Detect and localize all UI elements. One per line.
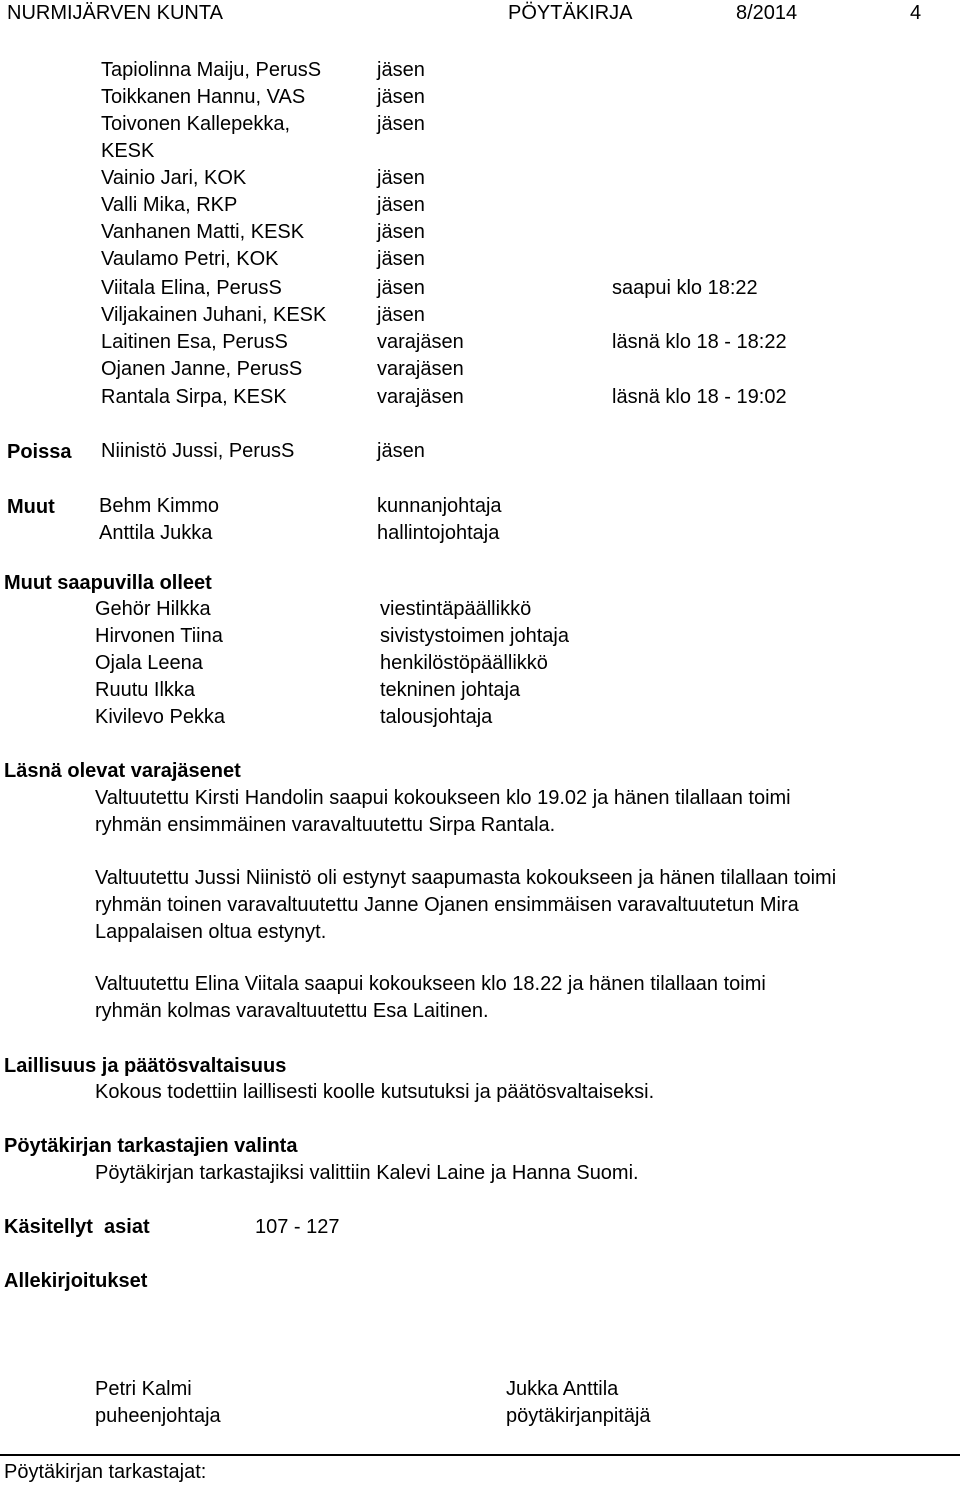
other-name: Behm Kimmo bbox=[99, 495, 220, 517]
present-name: Hirvonen Tiina bbox=[95, 625, 223, 647]
member-role: jäsen bbox=[377, 221, 425, 243]
member-role: jäsen bbox=[377, 86, 425, 108]
member-note: saapui klo 18:22 bbox=[612, 277, 758, 299]
member-role: jäsen bbox=[377, 248, 425, 270]
inspectors-label: Pöytäkirjan tarkastajien valinta bbox=[4, 1135, 298, 1157]
member-name: Vainio Jari, KOK bbox=[101, 167, 247, 189]
other-role: kunnanjohtaja bbox=[377, 495, 502, 517]
member-name: Tapiolinna Maiju, PerusS bbox=[101, 59, 322, 81]
member-row bbox=[0, 219, 960, 246]
present-role: henkilöstöpäällikkö bbox=[380, 652, 548, 674]
member-row bbox=[0, 192, 960, 219]
member-name: Laitinen Esa, PerusS bbox=[101, 331, 288, 353]
member-row bbox=[0, 138, 960, 165]
deputies-label: Läsnä olevat varajäsenet bbox=[4, 760, 241, 782]
member-role: jäsen bbox=[377, 59, 425, 81]
other-role: hallintojohtaja bbox=[377, 522, 500, 544]
member-row bbox=[0, 356, 960, 383]
signatures-label: Allekirjoitukset bbox=[4, 1270, 148, 1292]
legality-text: Kokous todettiin laillisesti koolle kutsutuksi ja päätösvaltaiseksi. bbox=[95, 1081, 655, 1103]
present-name: Ojala Leena bbox=[95, 652, 203, 674]
member-role: varajäsen bbox=[377, 358, 464, 380]
inspectors-text: Pöytäkirjan tarkastajiksi valittiin Kalevi Laine ja Hanna Suomi. bbox=[95, 1162, 639, 1184]
present-role: tekninen johtaja bbox=[380, 679, 521, 701]
chair-name: Petri Kalmi bbox=[95, 1378, 192, 1400]
member-role: jäsen bbox=[377, 194, 425, 216]
others-present-label: Muut saapuvilla olleet bbox=[4, 572, 212, 594]
deputies-paragraph: Valtuutettu Jussi Niinistö oli estynyt saapumasta kokoukseen ja hänen tilallaan toimi ryhmän toinen varavaltuutettu Janne Ojanen ensimmäisen varavaltuutetun Mira Lappalaisen oltua estynyt. bbox=[95, 867, 837, 943]
member-name: Toikkanen Hannu, VAS bbox=[101, 86, 306, 108]
deputies-paragraph: Valtuutettu Elina Viitala saapui kokoukseen klo 18.22 ja hänen tilallaan toimi ryhmän kolmas varavaltuutettu Esa Laitinen. bbox=[95, 973, 766, 1022]
member-name: Viljakainen Juhani, KESK bbox=[101, 304, 327, 326]
present-name: Kivilevo Pekka bbox=[95, 706, 226, 728]
present-role: sivistystoimen johtaja bbox=[380, 625, 569, 647]
present-role: talousjohtaja bbox=[380, 706, 493, 728]
document-type: PÖYTÄKIRJA bbox=[508, 2, 633, 24]
member-row bbox=[0, 246, 960, 273]
member-name: Ojanen Janne, PerusS bbox=[101, 358, 303, 380]
absent-role: jäsen bbox=[377, 440, 425, 462]
organization-name: NURMIJÄRVEN KUNTA bbox=[7, 2, 223, 24]
member-role: jäsen bbox=[377, 167, 425, 189]
secretary-title: pöytäkirjanpitäjä bbox=[506, 1405, 651, 1427]
member-name: KESK bbox=[101, 140, 155, 162]
member-name: Toivonen Kallepekka, bbox=[101, 113, 291, 135]
member-name: Vaulamo Petri, KOK bbox=[101, 248, 279, 270]
member-role: varajäsen bbox=[377, 331, 464, 353]
member-name: Valli Mika, RKP bbox=[101, 194, 238, 216]
others-label: Muut bbox=[7, 496, 55, 518]
items-label: Käsitellyt asiat bbox=[4, 1216, 150, 1238]
legality-label: Laillisuus ja päätösvaltaisuus bbox=[4, 1055, 287, 1077]
member-row bbox=[0, 84, 960, 111]
member-row bbox=[0, 329, 960, 356]
other-name: Anttila Jukka bbox=[99, 522, 213, 544]
document-number: 8/2014 bbox=[736, 2, 798, 24]
member-row bbox=[0, 57, 960, 84]
member-role: jäsen bbox=[377, 304, 425, 326]
member-row bbox=[0, 384, 960, 411]
present-role: viestintäpäällikkö bbox=[380, 598, 532, 620]
secretary-name: Jukka Anttila bbox=[506, 1378, 619, 1400]
present-name: Gehör Hilkka bbox=[95, 598, 211, 620]
items-range: 107 - 127 bbox=[255, 1216, 340, 1238]
member-name: Viitala Elina, PerusS bbox=[101, 277, 282, 299]
member-name: Rantala Sirpa, KESK bbox=[101, 386, 287, 408]
chair-title: puheenjohtaja bbox=[95, 1405, 221, 1427]
absent-name: Niinistö Jussi, PerusS bbox=[101, 440, 295, 462]
page-number: 4 bbox=[910, 2, 922, 24]
member-role: jäsen bbox=[377, 277, 425, 299]
member-row bbox=[0, 111, 960, 138]
member-row bbox=[0, 275, 960, 302]
member-row bbox=[0, 165, 960, 192]
member-note: läsnä klo 18 - 18:22 bbox=[612, 331, 787, 353]
member-row bbox=[0, 302, 960, 329]
footer-divider bbox=[0, 1454, 960, 1456]
absent-label: Poissa bbox=[7, 441, 72, 463]
member-name: Vanhanen Matti, KESK bbox=[101, 221, 305, 243]
present-name: Ruutu Ilkka bbox=[95, 679, 196, 701]
member-note: läsnä klo 18 - 19:02 bbox=[612, 386, 787, 408]
member-role: varajäsen bbox=[377, 386, 464, 408]
member-role: jäsen bbox=[377, 113, 425, 135]
footer-label: Pöytäkirjan tarkastajat: bbox=[4, 1461, 207, 1483]
deputies-paragraph: Valtuutettu Kirsti Handolin saapui kokoukseen klo 19.02 ja hänen tilallaan toimi ryhmän ensimmäinen varavaltuutettu Sirpa Rantala. bbox=[95, 787, 791, 836]
